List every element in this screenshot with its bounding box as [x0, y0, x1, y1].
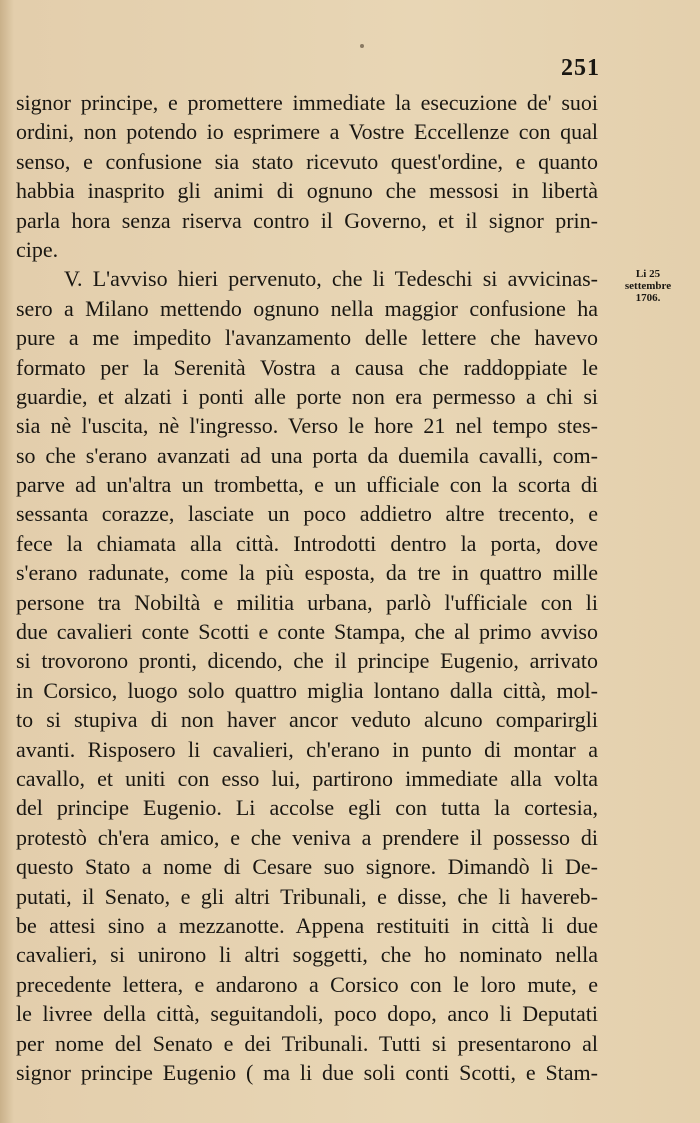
margin-note-line: 1706. [635, 292, 661, 304]
ink-speck [360, 44, 364, 48]
text-line: habbia inasprito gli animi di ognuno che messosi in libertà [16, 178, 598, 204]
text-line: putati, il Senato, e gli altri Tribunali, e disse, che li havereb- [16, 883, 598, 909]
text-line: cipe. [16, 236, 59, 262]
text-line: persone tra Nobiltà e militia urbana, parlò l'ufficiale con li [16, 589, 598, 615]
text-line: cavallo, et uniti con esso lui, partirono immediate alla volta [16, 765, 598, 791]
text-line: questo Stato a nome di Cesare suo signore. Dimandò li De- [16, 854, 598, 880]
text-line: sia nè l'uscita, nè l'ingresso. Verso le hore 21 nel tempo stes- [16, 413, 598, 439]
text-line: s'erano radunate, come la più esposta, da tre in quattro mille [16, 560, 598, 586]
text-line: ordini, non potendo io esprimere a Vostre Eccellenze con qual [16, 119, 598, 145]
text-line: precedente lettera, e andarono a Corsico con le loro mute, e [16, 971, 598, 997]
text-line: per nome del Senato e dei Tribunali. Tutti si presentarono al [16, 1030, 598, 1056]
text-line: formato per la Serenità Vostra a causa che raddoppiate le [16, 354, 598, 380]
page-number: 251 [561, 55, 600, 81]
text-line: protestò ch'era amico, e che veniva a prendere il possesso di [16, 824, 598, 850]
text-line: senso, e confusione sia stato ricevuto quest'ordine, e quanto [16, 148, 598, 174]
text-line: avanti. Risposero li cavalieri, ch'erano in punto di montar a [16, 736, 598, 762]
text-line: to si stupiva di non haver ancor veduto alcuno comparirgli [16, 707, 598, 733]
text-line: so che s'erano avanzati ad una porta da duemila cavalli, com- [16, 442, 598, 468]
text-line: signor principe, e promettere immediate la esecuzione de' suoi [16, 90, 598, 115]
text-line: fece la chiamata alla città. Introdotti dentro la porta, dove [16, 530, 598, 556]
margin-note-line: settembre [624, 280, 672, 292]
margin-note-line: Li 25 [635, 268, 661, 280]
text-line: si trovorono pronti, dicendo, che il principe Eugenio, arrivato [16, 648, 598, 674]
text-line: cavalieri, si unirono li altri soggetti, che ho nominato nella [16, 942, 598, 968]
text-line: del principe Eugenio. Li accolse egli con tutta la cortesia, [16, 795, 598, 821]
text-line: le livree della città, seguitandoli, poco dopo, anco li Deputati [16, 1001, 598, 1027]
text-line: parve ad un'altra un trombetta, e un ufficiale con la scorta di [16, 472, 598, 498]
text-line: parla hora senza riserva contro il Governo, et il signor prin- [16, 207, 598, 233]
paragraph-start-line: V. L'avviso hieri pervenuto, che li Tedeschi si avvicinas- [64, 266, 598, 292]
text-line: due cavalieri conte Scotti e conte Stampa, che al primo avviso [16, 619, 598, 645]
text-line: in Corsico, luogo solo quattro miglia lontano dalla città, mol- [16, 677, 598, 703]
text-line: guardie, et alzati i ponti alle porte non era permesso a chi si [16, 383, 598, 409]
text-line: be attesi sino a mezzanotte. Appena restituiti in città li due [16, 912, 598, 938]
margin-date-note [606, 268, 690, 304]
text-line: sessanta corazze, lasciate un poco addietro altre trecento, e [16, 501, 598, 527]
text-line: signor principe Eugenio ( ma li due soli conti Scotti, e Stam- [16, 1059, 598, 1085]
body-text [16, 88, 598, 1087]
text-line: sero a Milano mettendo ognuno nella maggior confusione ha [16, 295, 598, 321]
text-line: pure a me impedito l'avanzamento delle lettere che havevo [16, 325, 598, 351]
